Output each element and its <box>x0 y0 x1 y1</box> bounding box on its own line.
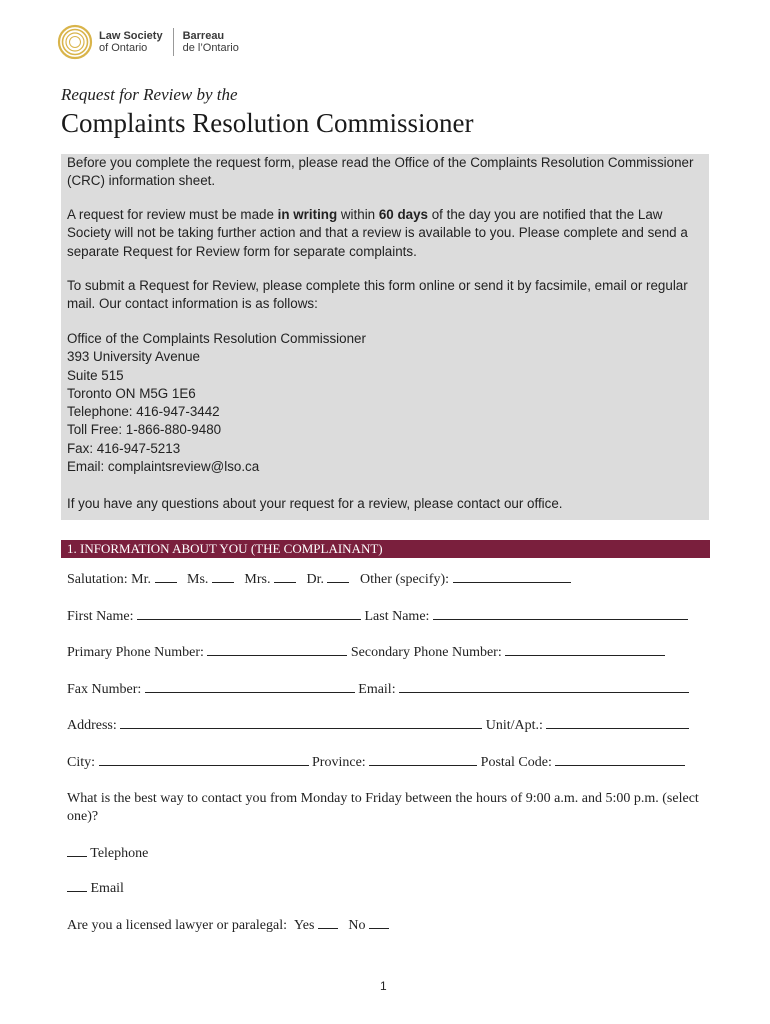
telephone-option <box>67 844 148 862</box>
address-label: Address: <box>67 718 117 733</box>
info-paragraph-2 <box>67 206 707 261</box>
section-1-header <box>61 540 710 558</box>
info-paragraph-4: If you have any questions about your request for a review, please contact our office. <box>67 496 563 511</box>
email-field[interactable] <box>399 680 689 693</box>
postal-code-field[interactable] <box>555 753 685 766</box>
dr-label: Dr. <box>306 572 324 587</box>
page-number: 1 <box>380 979 387 993</box>
unit-label: Unit/Apt.: <box>485 718 543 733</box>
section-1-heading: 1. INFORMATION ABOUT YOU (THE COMPLAINANT) <box>67 541 383 556</box>
fax-label: Fax Number: <box>67 682 142 697</box>
contact-address-block <box>67 330 366 476</box>
lawyer-question-label: Are you a licensed lawyer or paralegal: <box>67 918 288 933</box>
info-p2-text-a: A request for review must be made <box>67 207 278 222</box>
logo-en-line1: Law Society <box>99 30 163 42</box>
dr-checkbox-blank[interactable] <box>327 570 349 583</box>
address-line: 393 University Avenue <box>67 349 200 365</box>
salutation-row <box>67 570 571 588</box>
email-label: Email: <box>358 682 396 697</box>
logo-divider <box>173 28 174 56</box>
address-line: Suite 515 <box>67 367 124 383</box>
email-option <box>67 879 124 897</box>
other-label: Other (specify): <box>359 572 450 587</box>
province-field[interactable] <box>369 753 477 766</box>
logo-fr-line1: Barreau <box>182 30 225 42</box>
unit-field[interactable] <box>546 716 689 729</box>
city-row <box>67 753 685 771</box>
logo-fr-line2: de l’Ontario <box>182 42 239 54</box>
logo-rings-icon <box>57 24 93 60</box>
address-field[interactable] <box>120 716 482 729</box>
last-name-field[interactable] <box>433 607 688 620</box>
address-row <box>67 716 689 734</box>
law-society-logo <box>57 24 239 60</box>
info-p2-bold-in-writing: in writing <box>277 207 338 222</box>
yes-label: Yes <box>294 918 315 933</box>
logo-en-line2: of Ontario <box>99 42 148 54</box>
address-line: Toll Free: 1-866-880-9480 <box>67 422 222 438</box>
ms-checkbox-blank[interactable] <box>212 570 234 583</box>
no-checkbox-blank[interactable] <box>369 916 389 929</box>
city-label: City: <box>67 755 96 770</box>
address-line: Fax: 416-947-5213 <box>67 440 181 456</box>
info-paragraph-1: Before you complete the request form, please read the Office of the Complaints Resolution Commissioner (CRC) information sheet. <box>67 155 694 189</box>
no-label: No <box>348 918 366 933</box>
fax-field[interactable] <box>145 680 355 693</box>
info-p2-bold-60-days: 60 days <box>378 207 428 222</box>
page-subtitle: Request for Review by the <box>61 85 238 104</box>
info-box <box>61 154 709 520</box>
other-specify-field[interactable] <box>453 570 571 583</box>
salutation-label: Salutation: <box>67 572 128 587</box>
contact-question: What is the best way to contact you from Monday to Friday between the hours of 9:00 a.m. and 5:00 p.m. (select one)? <box>67 791 699 824</box>
info-p2-text-c: within <box>337 207 379 222</box>
yes-checkbox-blank[interactable] <box>318 916 338 929</box>
email-checkbox-blank[interactable] <box>67 879 87 892</box>
page-title: Complaints Resolution Commissioner <box>61 108 474 138</box>
last-name-label: Last Name: <box>364 609 430 624</box>
address-line: Telephone: 416-947-3442 <box>67 404 220 420</box>
mrs-label: Mrs. <box>244 572 271 587</box>
primary-phone-label: Primary Phone Number: <box>67 645 204 660</box>
secondary-phone-field[interactable] <box>505 643 665 656</box>
email-option-label: Email <box>90 881 124 896</box>
province-label: Province: <box>312 755 366 770</box>
ms-label: Ms. <box>187 572 209 587</box>
info-p2-text-e: of the day you are notified that the Law Society will not be taking further action and that a review is available to you. Please complete and send a separate Request for Review form for separate complaints. <box>67 207 688 259</box>
info-paragraph-3: To submit a Request for Review, please complete this form online or send it by facsimile, email or regular mail. Our contact information is as follows: <box>67 278 688 312</box>
name-row <box>67 607 688 625</box>
mr-checkbox-blank[interactable] <box>155 570 177 583</box>
postal-code-label: Postal Code: <box>480 755 552 770</box>
mr-label: Mr. <box>131 572 152 587</box>
city-field[interactable] <box>99 753 309 766</box>
mrs-checkbox-blank[interactable] <box>274 570 296 583</box>
fax-email-row <box>67 680 689 698</box>
lawyer-question-row <box>67 916 389 934</box>
phone-row <box>67 643 665 661</box>
first-name-label: First Name: <box>67 609 134 624</box>
address-line: Office of the Complaints Resolution Commissioner <box>67 331 366 346</box>
first-name-field[interactable] <box>137 607 361 620</box>
secondary-phone-label: Secondary Phone Number: <box>350 645 502 660</box>
address-line: Toronto ON M5G 1E6 <box>67 385 196 401</box>
address-line: Email: complaintsreview@lso.ca <box>67 459 260 475</box>
telephone-option-label: Telephone <box>90 846 149 861</box>
telephone-checkbox-blank[interactable] <box>67 844 87 857</box>
primary-phone-field[interactable] <box>207 643 347 656</box>
